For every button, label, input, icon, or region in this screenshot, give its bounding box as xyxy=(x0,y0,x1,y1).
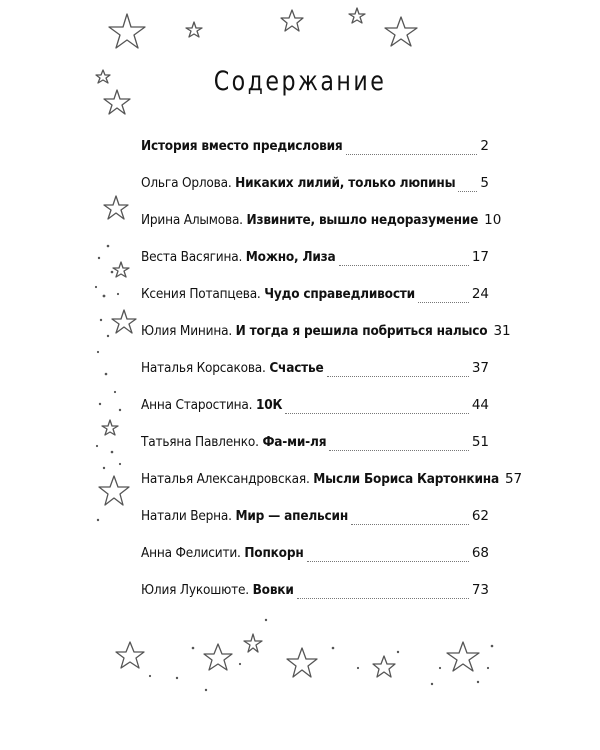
toc-story-title: Никаких лилий, только люпины xyxy=(235,175,456,191)
star-icon xyxy=(109,14,145,48)
toc-page-number: 17 xyxy=(471,249,489,265)
toc-author: Юлия Лукошюте. xyxy=(141,582,249,598)
star-icon xyxy=(186,22,202,37)
toc-page-number: 62 xyxy=(471,508,489,524)
toc-story-title: Попкорн xyxy=(244,545,304,561)
dot-leader xyxy=(285,412,469,414)
star-icon xyxy=(113,262,129,277)
dot-leader xyxy=(327,375,469,377)
toc-entry xyxy=(141,508,489,530)
toc-story-title: Можно, Лиза xyxy=(245,249,336,265)
star-icon xyxy=(287,648,317,677)
toc-entry xyxy=(141,397,489,419)
toc-page-number: 10 xyxy=(484,212,502,228)
toc-story-title: Мысли Бориса Картонкина xyxy=(313,471,499,487)
toc-story-title: Мир — апельсин xyxy=(235,508,349,524)
toc-author: Наталья Корсакова. xyxy=(141,360,266,376)
toc-author: Наталья Александровская. xyxy=(141,471,310,487)
toc-story-title: Вовки xyxy=(252,582,294,598)
toc-entry xyxy=(141,286,489,308)
toc-page-number: 24 xyxy=(471,286,489,302)
dot-leader xyxy=(307,560,469,562)
toc-entry xyxy=(141,249,489,271)
toc-entry xyxy=(141,582,489,604)
toc-author: Ксения Потапцева. xyxy=(141,286,261,302)
toc-story-title: Извините, вышло недоразумение xyxy=(246,212,479,228)
toc-entry xyxy=(141,360,489,382)
toc-page-number: 31 xyxy=(493,323,511,339)
star-icon xyxy=(99,476,129,505)
star-icon xyxy=(104,196,128,219)
star-icon xyxy=(244,634,262,652)
toc-author: Юлия Минина. xyxy=(141,323,232,339)
toc-entry-title: История вместо предисловия xyxy=(141,138,343,154)
toc-page-number: 5 xyxy=(480,175,489,191)
toc-page-number: 44 xyxy=(471,397,489,413)
dot-leader xyxy=(339,264,469,266)
star-icon xyxy=(102,420,118,435)
dot-leader xyxy=(418,301,469,303)
toc-entry xyxy=(141,545,489,567)
dot-leader xyxy=(458,190,477,192)
toc-story-title: Чудо справедливости xyxy=(264,286,415,302)
toc-entry xyxy=(141,434,489,456)
dot-decorations xyxy=(95,245,493,692)
dot-leader xyxy=(346,153,478,155)
toc-author: Анна Фелисити. xyxy=(141,545,241,561)
star-icon xyxy=(281,10,303,31)
toc-entry xyxy=(141,212,502,234)
page-title: Содержание xyxy=(213,66,387,97)
toc-entry xyxy=(141,323,511,345)
star-icon xyxy=(373,656,395,677)
toc-story-title: И тогда я решила побриться налысо xyxy=(235,323,488,339)
star-icon xyxy=(112,310,136,333)
toc-story-title: Фа-ми-ля xyxy=(262,434,327,450)
toc-author: Ирина Алымова. xyxy=(141,212,243,228)
dot-leader xyxy=(351,523,469,525)
star-icon xyxy=(116,642,144,668)
toc-story-title: 10К xyxy=(255,397,283,413)
star-icon xyxy=(447,642,479,671)
toc-page-number: 2 xyxy=(480,138,489,154)
toc-author: Анна Старостина. xyxy=(141,397,253,413)
dot-leader xyxy=(297,597,469,599)
toc-author: Веста Васягина. xyxy=(141,249,243,265)
toc-page-number: 73 xyxy=(471,582,489,598)
toc-author: Татьяна Павленко. xyxy=(141,434,259,450)
toc-page-number: 68 xyxy=(471,545,489,561)
star-icon xyxy=(349,8,365,23)
toc-entry xyxy=(141,175,489,197)
star-icon xyxy=(204,644,232,670)
toc-author: Натали Верна. xyxy=(141,508,232,524)
toc-author: Ольга Орлова. xyxy=(141,175,232,191)
star-icon xyxy=(385,17,417,46)
toc-entry xyxy=(141,138,489,160)
toc-page-number: 57 xyxy=(504,471,523,487)
toc-page-number: 51 xyxy=(471,434,489,450)
dot-leader xyxy=(329,449,469,451)
toc-page-number: 37 xyxy=(471,360,489,376)
toc-story-title: Счастье xyxy=(269,360,324,376)
toc-entry xyxy=(141,471,523,493)
